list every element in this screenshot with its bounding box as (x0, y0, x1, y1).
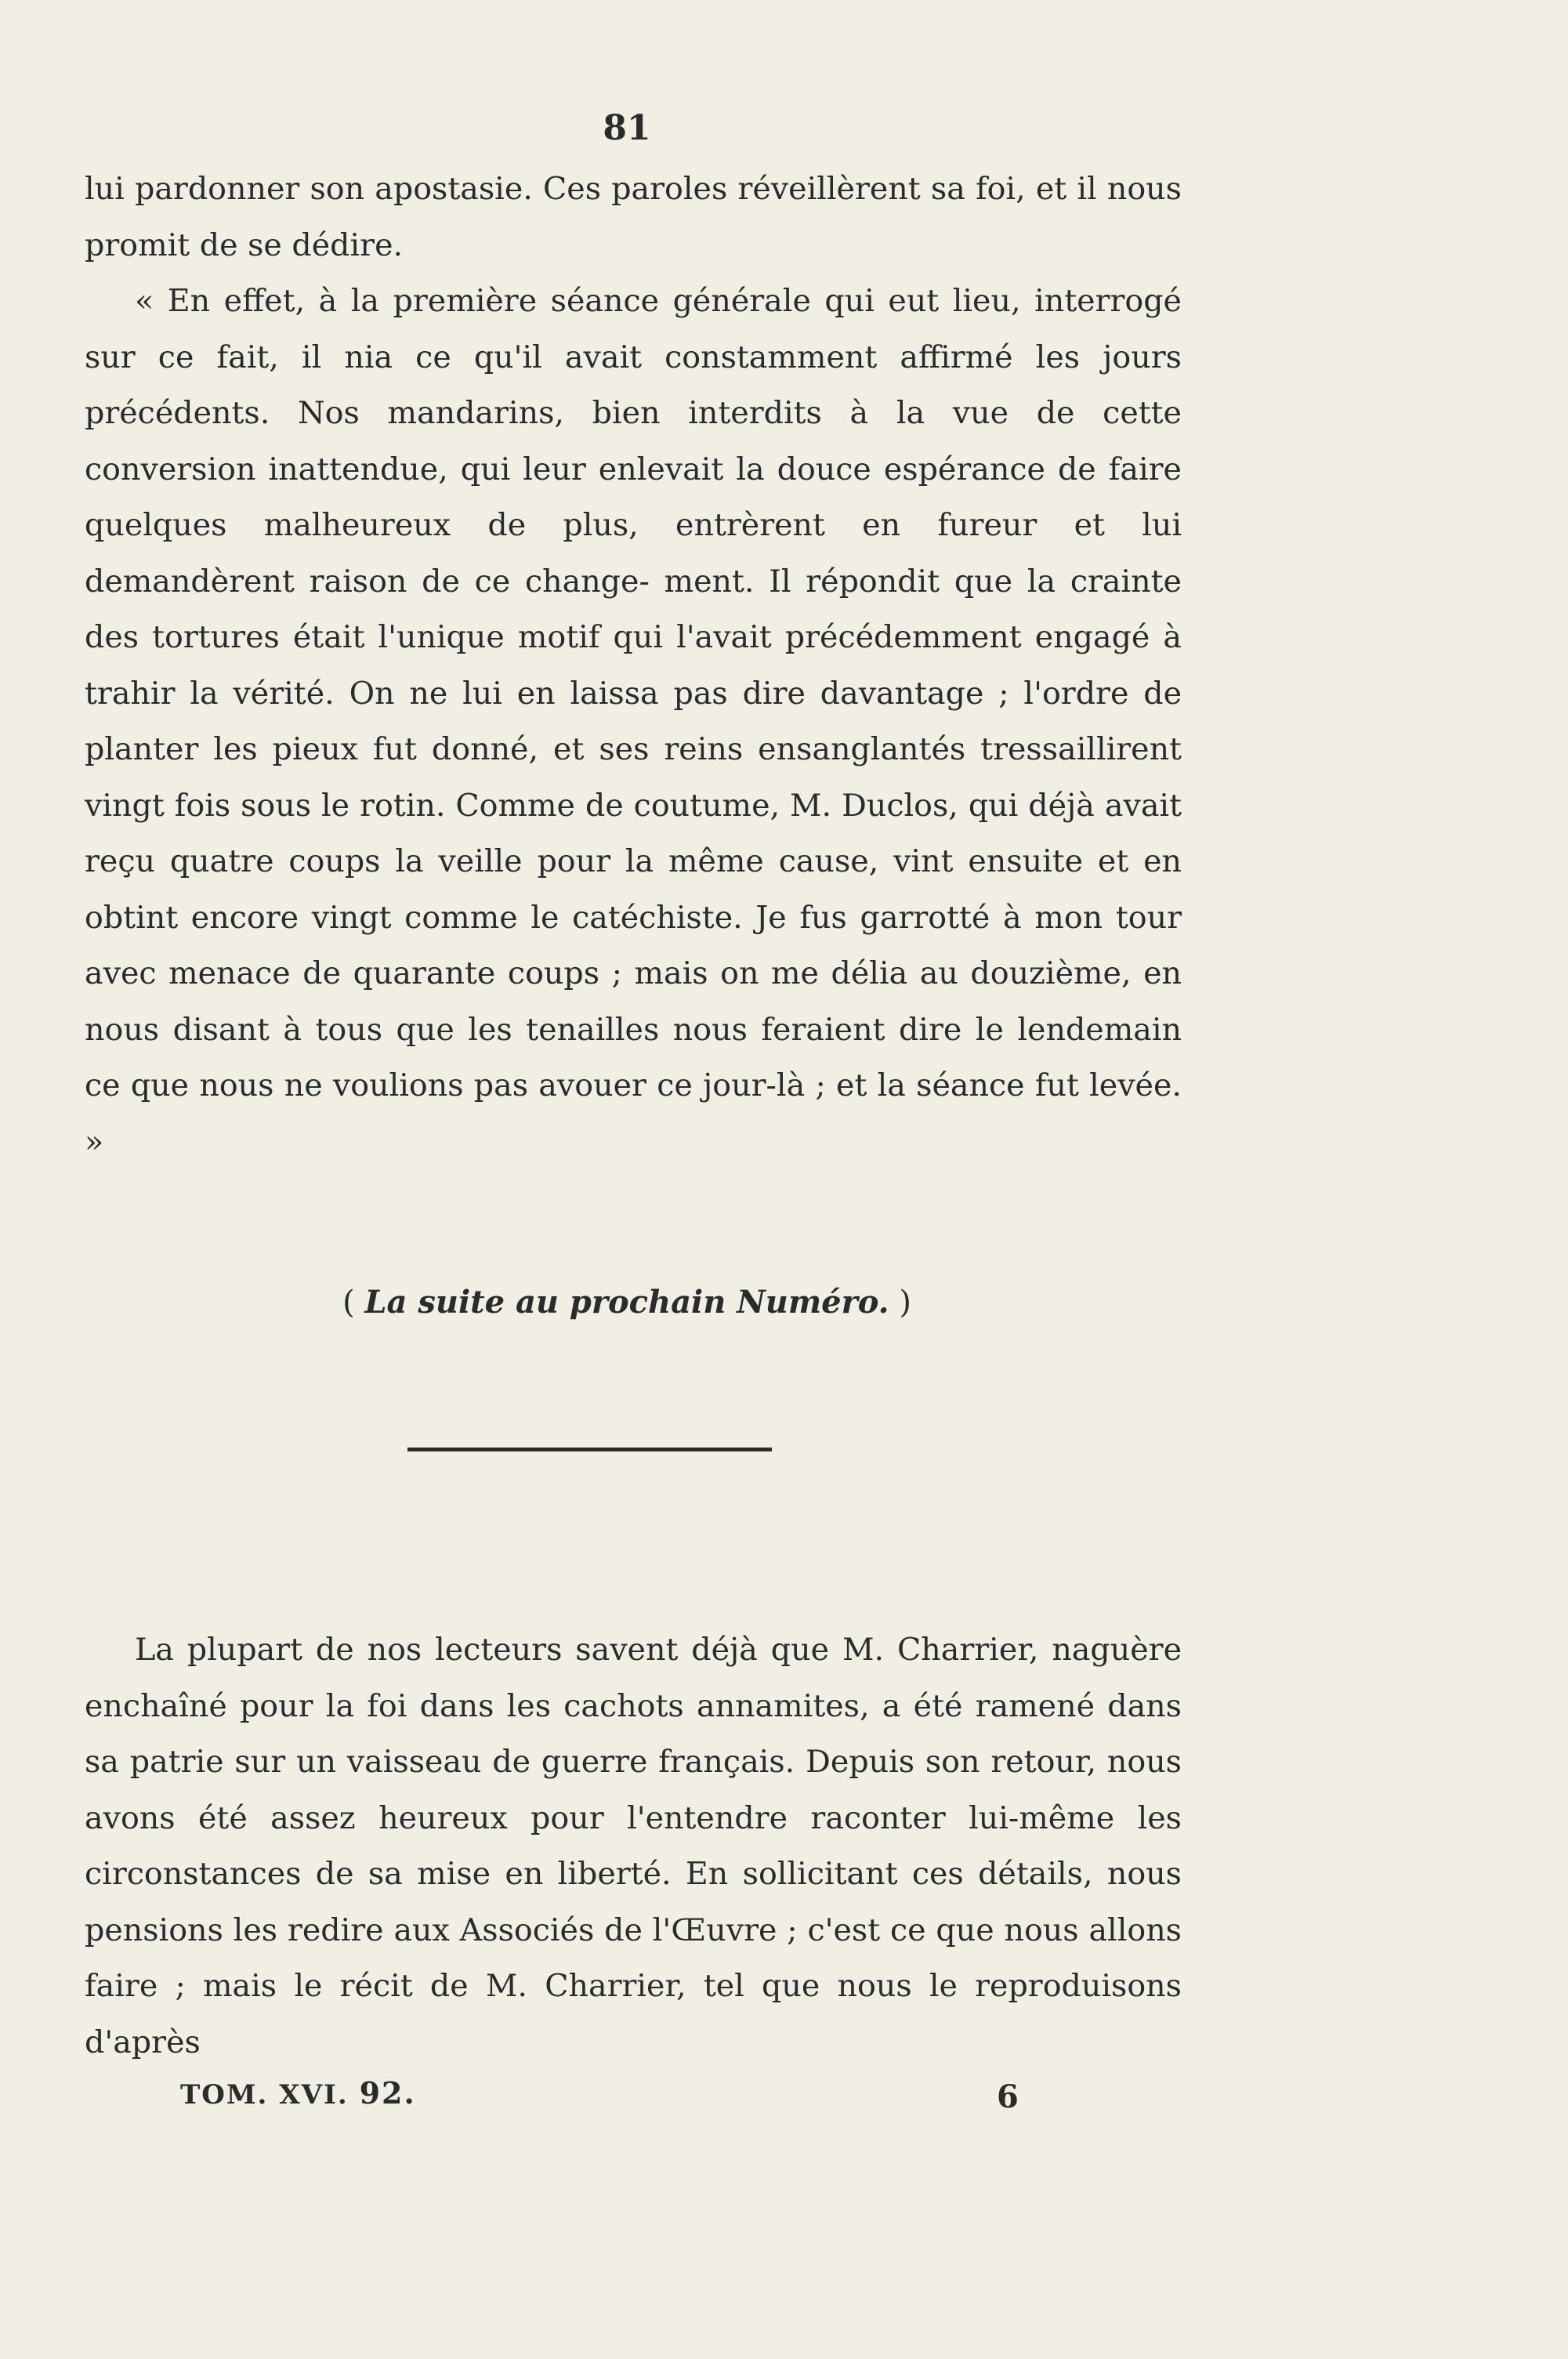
line: aux Associés de l'Œuvre ; c'est ce que nous allons faire ; mais (85, 1911, 1182, 2004)
continuation-text: La suite au prochain Numéro. (364, 1284, 889, 1321)
line: Depuis son retour, nous avons été assez heureux pour (85, 1744, 1182, 1836)
paragraph-continued (85, 161, 1182, 274)
text-block-lower (85, 1622, 1182, 2071)
continuation-close-paren: ) (889, 1285, 911, 1321)
continuation-open-paren: ( (342, 1285, 365, 1321)
continuation-note (0, 1284, 1254, 1321)
paragraph-charrier (85, 1622, 1182, 2071)
sheet-number: 6 (997, 2078, 1019, 2115)
line: Je fus garrotté à mon tour avec menace de quarante coups ; (85, 899, 1182, 991)
line: vingt fois sous le rotin. Comme de coutume, M. Duclos, qui (85, 787, 1019, 824)
section-divider (407, 1448, 772, 1451)
line: le récit de M. Charrier, tel que nous le reproduisons d'après (85, 1968, 1182, 2060)
signature-number: 92. (359, 2075, 416, 2111)
line: naguère enchaîné pour la foi dans les cachots annamites, a (85, 1632, 1182, 1724)
line: à la vue de cette conversion inattendue, qui leur enlevait la (85, 395, 1182, 487)
line: motif qui l'avait précédemment engagé à trahir la vérité. (85, 619, 1182, 712)
line: mais on me délia au douzième, en nous disant à tous que (85, 955, 1182, 1048)
line: interrogé sur ce fait, il nia ce qu'il avait constamment (85, 283, 1182, 375)
footer-signature (180, 2075, 416, 2111)
line: et il nous promit de se dédire. (85, 171, 1182, 263)
line: déjà avait reçu quatre coups la veille pour la même cause, (85, 787, 1182, 879)
line: liberté. En sollicitant ces détails, nous pensions les redire (85, 1856, 1182, 1948)
signature-prefix: TOM. XVI. (180, 2079, 349, 2111)
page-number: 81 (603, 108, 651, 148)
line: lui pardonner son apostasie. Ces paroles réveillèrent sa foi, (85, 171, 1026, 207)
line: entrèrent en fureur et lui demandèrent raison de ce change- (85, 507, 1182, 600)
paragraph-seance (85, 274, 1182, 1170)
line: les pieux fut donné, et ses reins ensanglantés tressaillirent (213, 731, 1182, 767)
line: vint ensuite et en obtint encore vingt comme le catéchiste. (85, 843, 1182, 936)
line: voulions pas avouer ce jour-là ; et la séance fut levée. » (85, 1067, 1182, 1160)
line: « En effet, à la première séance générale qui eut lieu, (135, 283, 1021, 319)
line: affirmé les jours précédents. Nos mandarins, bien interdits (85, 339, 1182, 431)
line: les tenailles nous feraient dire le lendemain ce que nous ne (85, 1011, 1182, 1103)
line: été ramené dans sa patrie sur un vaisseau de guerre français. (85, 1687, 1182, 1780)
line: douce espérance de faire quelques malheureux de plus, (85, 451, 1182, 543)
line: La plupart de nos lecteurs savent déjà que M. Charrier, (135, 1632, 1039, 1668)
text-block-upper (85, 161, 1182, 1170)
line: ment. Il répondit que la crainte des tortures était l'unique (85, 563, 1182, 655)
line: l'entendre raconter lui-même les circonstances de sa mise en (85, 1799, 1182, 1892)
line: On ne lui en laissa pas dire davantage ; l'ordre de planter (85, 675, 1182, 767)
